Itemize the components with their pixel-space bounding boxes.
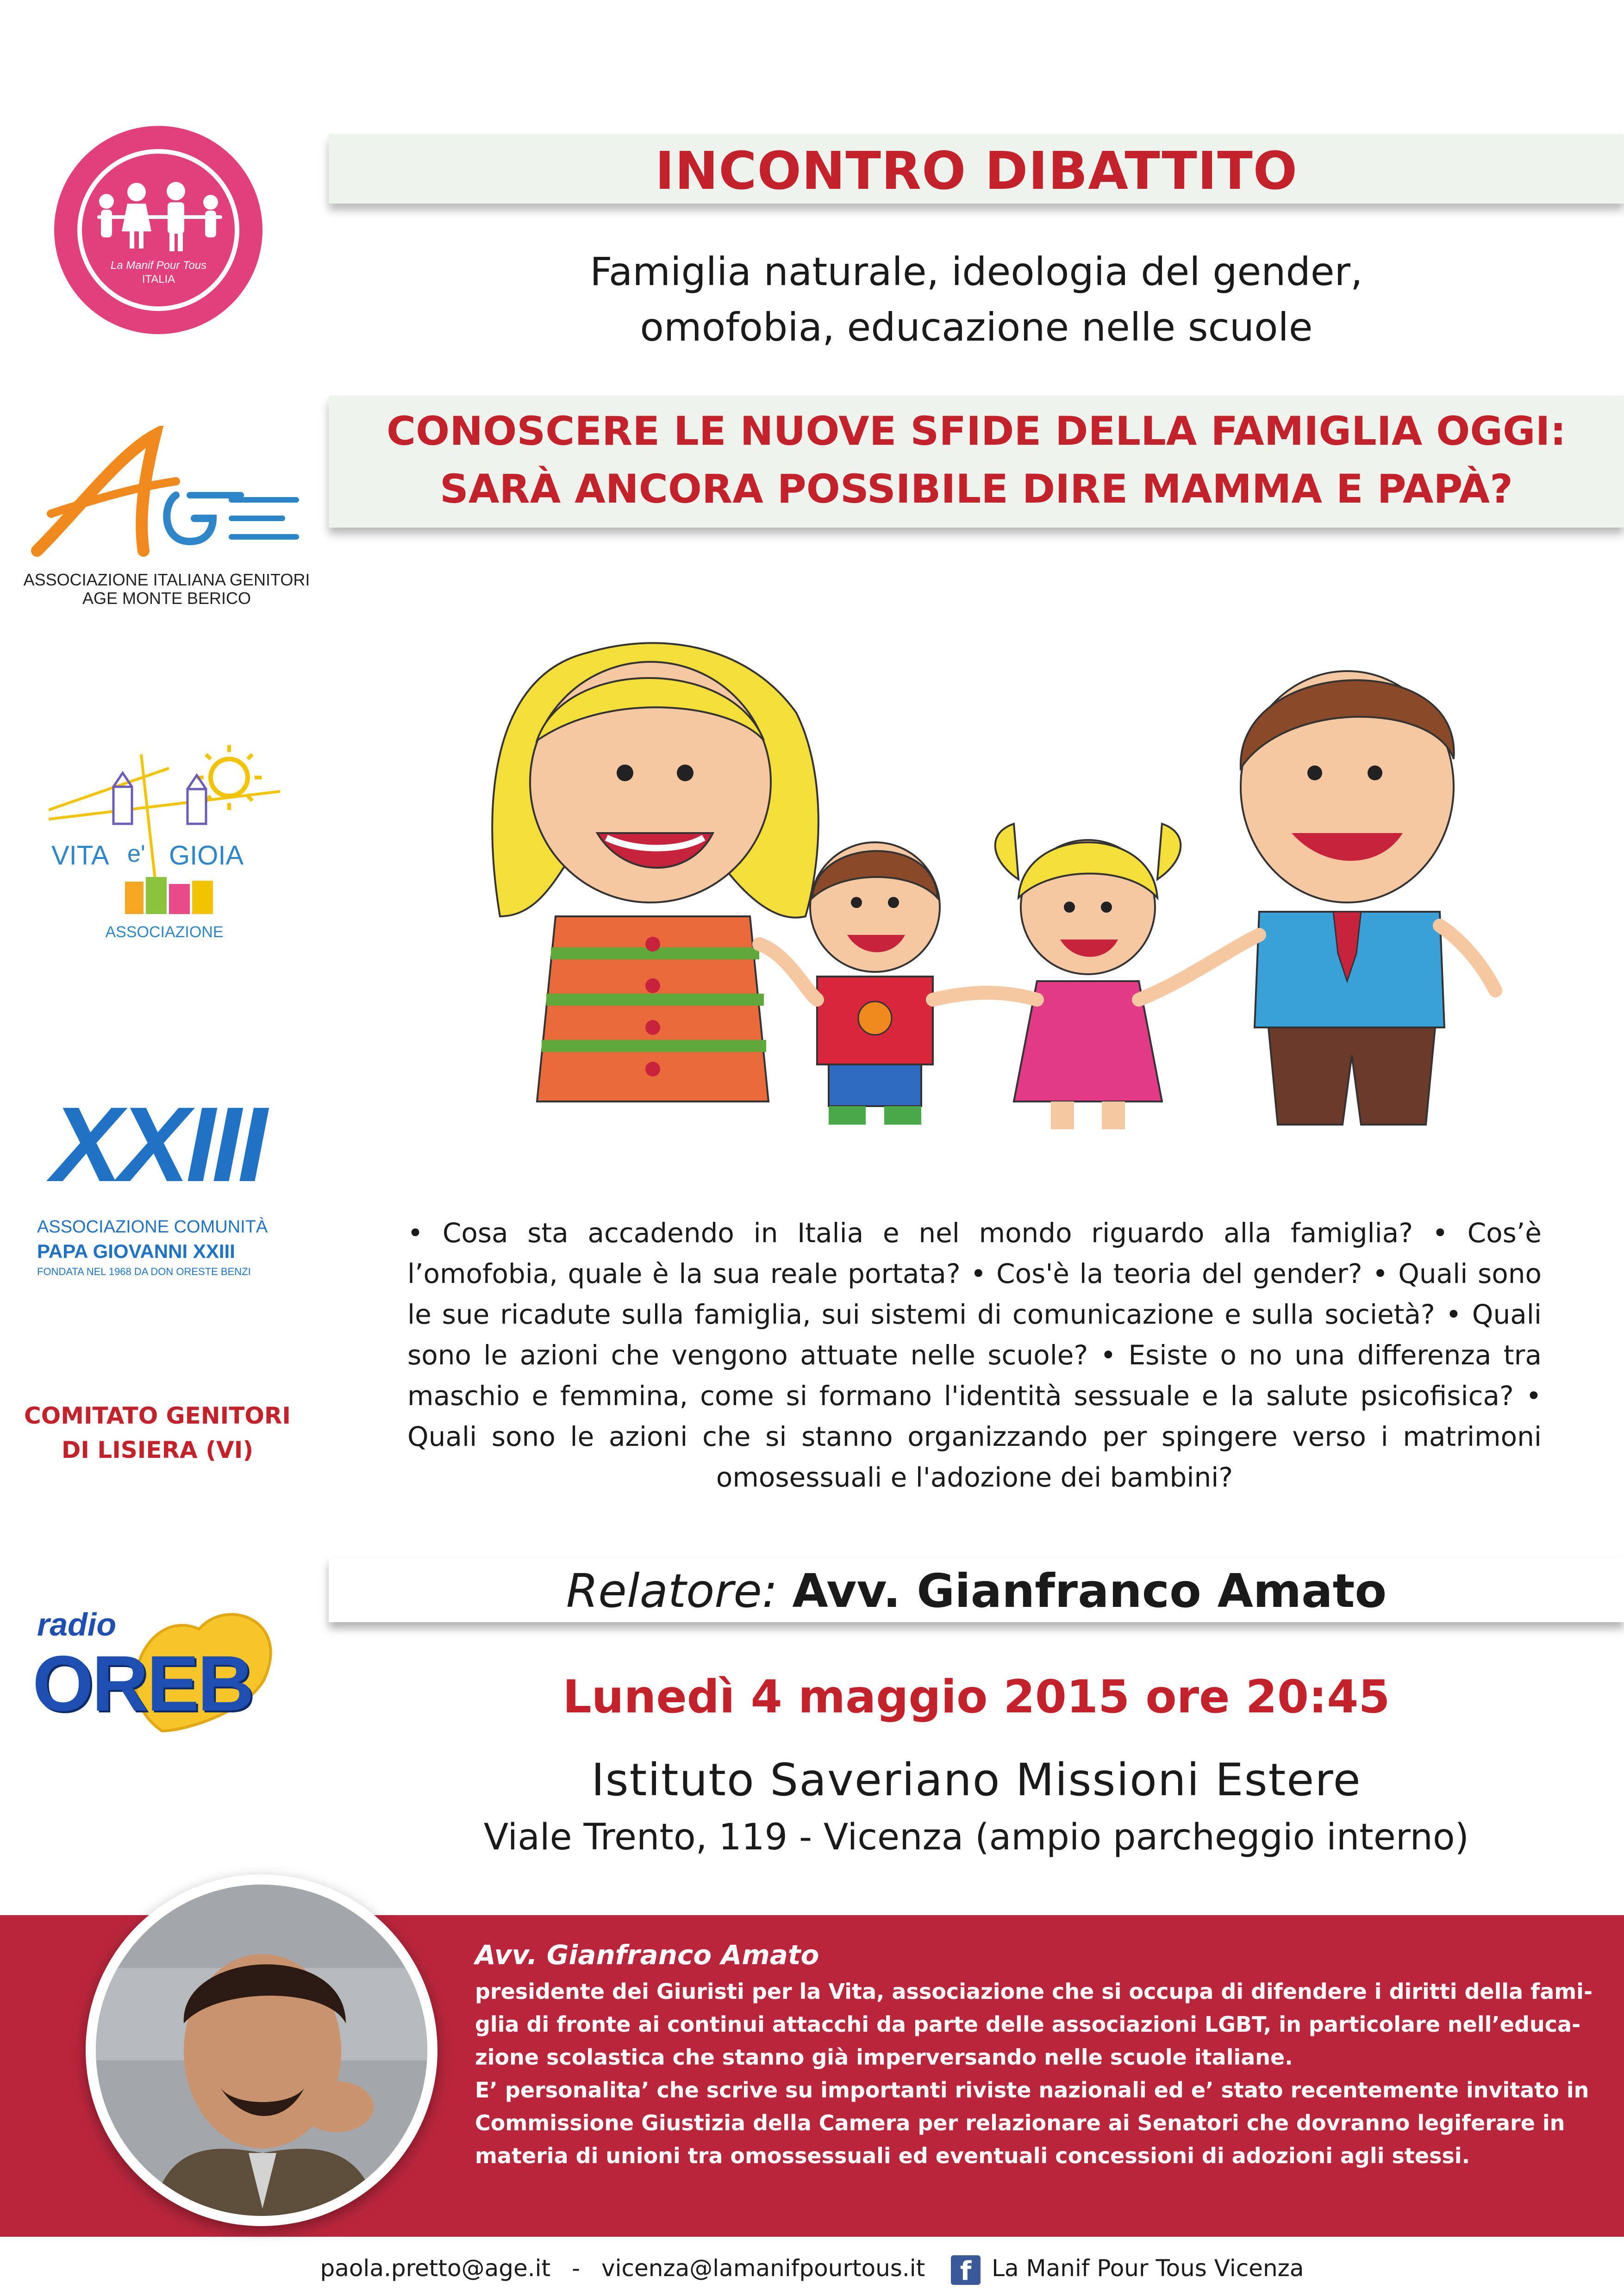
radio-logo-line1: radio xyxy=(37,1606,117,1643)
comitato-line1: COMITATO GENITORI xyxy=(24,1402,291,1429)
age-logo-line1: ASSOCIAZIONE ITALIANA GENITORI xyxy=(23,570,310,589)
logo-comitato-genitori xyxy=(19,1402,296,1476)
event-venue: Istituto Saveriano Missioni Estere xyxy=(591,1754,1362,1806)
logo-papa-giovanni-xxiii xyxy=(37,1083,278,1291)
bio-name: Avv. Gianfranco Amato xyxy=(475,1939,819,1971)
vita-logo-colored-house xyxy=(125,877,213,914)
bio-line-4: E’ personalita’ che scrive su importanti riviste nazionali ed e’ stato recentemente invitato in xyxy=(475,2078,1589,2103)
xxiii-logo-line3: FONDATA NEL 1968 DA DON ORESTE BENZI xyxy=(37,1266,251,1277)
xxiii-logo-line2: PAPA GIOVANNI XXIII xyxy=(37,1240,235,1262)
speaker-name: Avv. Gianfranco Amato xyxy=(792,1564,1387,1618)
vita-logo-sub: ASSOCIAZIONE xyxy=(105,923,224,941)
bio-line-6: materia di unioni tra omossessuali ed eventuali concessioni di adozioni agli stessi. xyxy=(475,2143,1470,2168)
questions-paragraph: • Cosa sta accadendo in Italia e nel mondo riguardo alla famiglia? • Cos’è l’omofobia, quale è la sua reale portata? • Cos'è la teoria del gender? • Quali sono le sue ricadute sulla famiglia, sui sistemi di comunicazione e sulla società? • Quali sono le azioni che vengono attuate nelle scuole? • Esiste o no una differenza tra maschio e femmina, come si formano l'identità sessuale e la salute psicofisica? • Quali sono le azioni che si stanno organizzando per spingere verso i matrimoni omosessuali e l'adozione dei bambini? xyxy=(407,1217,1542,1493)
vita-logo-name-left: VITA xyxy=(51,840,109,871)
headline-line2: SARÀ ANCORA POSSIBILE DIRE MAMMA E PAPÀ? xyxy=(440,466,1513,512)
subtitle-line1: Famiglia naturale, ideologia del gender, xyxy=(590,249,1363,294)
facebook-icon[interactable]: f xyxy=(951,2255,981,2285)
speaker-line xyxy=(329,1560,1624,1622)
comitato-line2: DI LISIERA (VI) xyxy=(61,1437,254,1463)
xxiii-logo-mark: XXIII xyxy=(51,1085,264,1204)
logo-age xyxy=(23,426,310,611)
xxiii-logo-line1: ASSOCIAZIONE COMUNITÀ xyxy=(37,1217,268,1237)
vita-logo-name-mid: e' xyxy=(127,840,145,867)
bio-line-3: zione scolastica che stanno già imperversando nelle scuole italiane. xyxy=(475,2045,1293,2070)
vita-logo-name-right: GIOIA xyxy=(169,840,244,871)
footer xyxy=(0,2255,1624,2285)
footer-email-manif[interactable]: vicenza@lamanifpourtous.it xyxy=(601,2255,925,2282)
subtitle-line2: omofobia, educazione nelle scuole xyxy=(640,305,1313,350)
speaker-photo-inner xyxy=(96,1885,427,2216)
footer-facebook-page[interactable]: La Manif Pour Tous Vicenza xyxy=(992,2255,1304,2282)
headline-line1: CONOSCERE LE NUOVE SFIDE DELLA FAMIGLIA OGGI: xyxy=(387,408,1566,454)
footer-email-age[interactable]: paola.pretto@age.it xyxy=(320,2255,551,2282)
logo-radio-oreb xyxy=(32,1592,292,1745)
age-logo-line2: AGE MONTE BERICO xyxy=(82,589,251,608)
manif-logo-line2: ITALIA xyxy=(142,273,175,286)
family-drawing-illustration xyxy=(472,620,1518,1148)
event-address: Viale Trento, 119 - Vicenza (ampio parcheggio interno) xyxy=(483,1817,1469,1858)
speaker-photo xyxy=(86,1874,437,2226)
logo-manif-pour-tous xyxy=(51,123,266,338)
speaker-label: Relatore: xyxy=(566,1564,778,1618)
page-title: INCONTRO DIBATTITO xyxy=(655,141,1298,201)
event-date: Lunedì 4 maggio 2015 ore 20:45 xyxy=(562,1671,1390,1724)
bio-line-1: presidente dei Giuristi per la Vita, associazione che si occupa di difendere i diritti della fami- xyxy=(475,1979,1593,2004)
manif-logo-line1: La Manif Pour Tous xyxy=(110,259,207,272)
footer-separator: - xyxy=(572,2255,581,2282)
logo-vita-e-gioia xyxy=(49,740,280,949)
radio-logo-line2: OREB xyxy=(32,1640,253,1728)
bio-line-5: Commissione Giustizia della Camera per relazionare ai Senatori che dovranno legiferare in xyxy=(475,2110,1565,2135)
bio-line-2: glia di fronte ai continui attacchi da parte delle associazioni LGBT, in particolare nell’educa- xyxy=(475,2012,1581,2037)
